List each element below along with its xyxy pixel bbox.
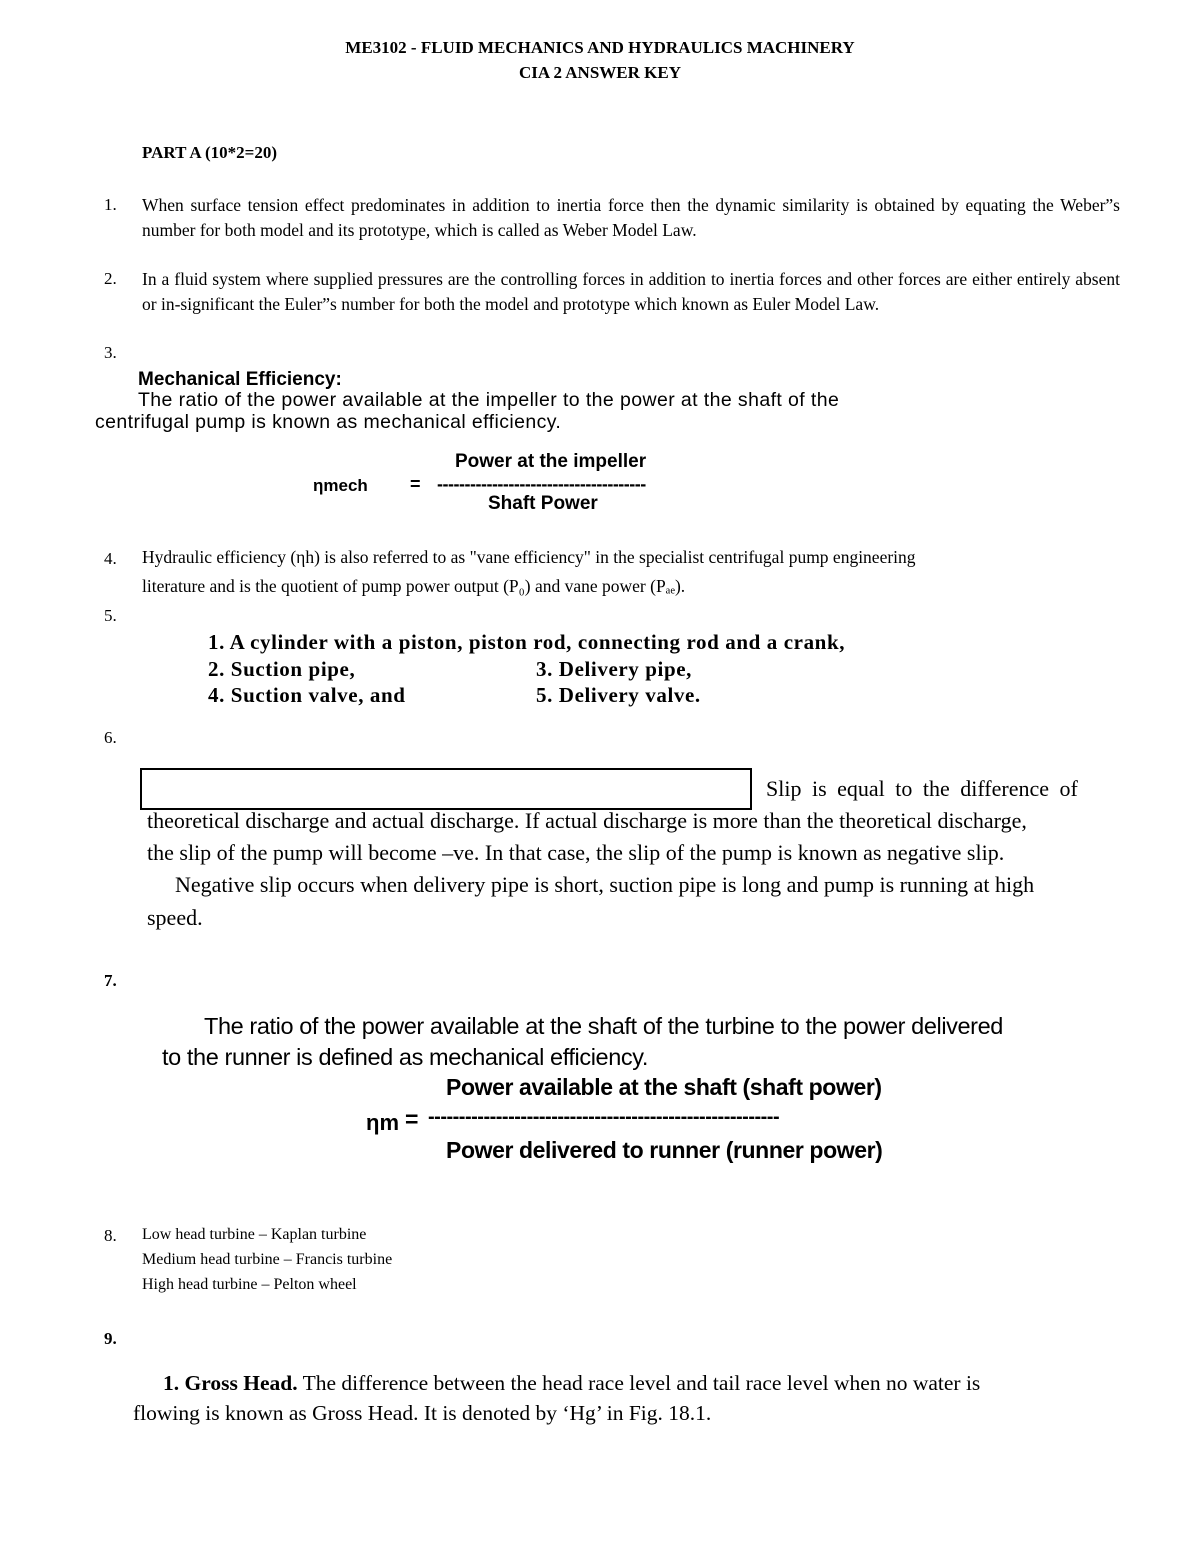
q3-numerator: Power at the impeller bbox=[455, 451, 647, 472]
q6-line2: theoretical discharge and actual discharge. If actual discharge is more than the theoretical discharge, bbox=[147, 808, 1027, 833]
q8-number: 8. bbox=[104, 1226, 117, 1245]
q5-item-5: 5. Delivery valve. bbox=[536, 683, 701, 707]
q3-heading: Mechanical Efficiency: bbox=[138, 369, 342, 390]
q2-number: 2. bbox=[104, 269, 117, 288]
blank-answer-box bbox=[140, 768, 752, 810]
q7-equals: = bbox=[405, 1106, 419, 1132]
q5-item-4: 4. Suction valve, and bbox=[208, 683, 406, 707]
q9-number: 9. bbox=[104, 1329, 117, 1348]
q9-line1 bbox=[163, 1371, 980, 1396]
q4-number: 4. bbox=[104, 549, 117, 568]
q3-denominator: Shaft Power bbox=[488, 493, 598, 514]
q9-line1-text: The difference between the head race level and tail race level when no water is bbox=[302, 1371, 981, 1395]
document-subtitle: CIA 2 ANSWER KEY bbox=[518, 63, 681, 82]
q7-line2: to the runner is defined as mechanical efficiency. bbox=[162, 1044, 648, 1070]
q7-line1: The ratio of the power available at the shaft of the turbine to the power delivered bbox=[204, 1013, 1003, 1039]
q5-item-3: 3. Delivery pipe, bbox=[536, 657, 693, 681]
q8-line-1: Low head turbine – Kaplan turbine bbox=[142, 1226, 367, 1243]
q5-item-2: 2. Suction pipe, bbox=[208, 657, 356, 681]
q3-line1: The ratio of the power available at the impeller to the power at the shaft of the bbox=[138, 389, 840, 411]
q4-line2: literature and is the quotient of pump power output (P₀) and vane power (Pₐₑ). bbox=[142, 576, 686, 596]
q7-number: 7. bbox=[104, 971, 117, 990]
q1-number: 1. bbox=[104, 195, 117, 214]
part-a-heading: PART A (10*2=20) bbox=[142, 143, 278, 162]
q9-term: 1. Gross Head. bbox=[163, 1371, 298, 1395]
q7-denominator: Power delivered to runner (runner power) bbox=[446, 1137, 883, 1163]
q8-line-2: Medium head turbine – Francis turbine bbox=[142, 1251, 393, 1268]
q3-line2: centrifugal pump is known as mechanical efficiency. bbox=[95, 411, 562, 433]
q3-eta-symbol: ηmech bbox=[313, 476, 368, 495]
q5-number: 5. bbox=[104, 606, 117, 625]
q2-answer: In a fluid system where supplied pressures are the controlling forces in addition to inertia forces and other forces are either entirely absent or in-significant the Euler”s number for both the model and prototype which known as Euler Model Law. bbox=[142, 269, 1120, 314]
q8-line-3: High head turbine – Pelton wheel bbox=[142, 1276, 357, 1293]
q6-line1: Slip is equal to the difference of bbox=[766, 776, 1078, 801]
q5-item-1: 1. A cylinder with a piston, piston rod, connecting rod and a crank, bbox=[208, 630, 846, 654]
q9-line2: flowing is known as Gross Head. It is denoted by ‘Hg’ in Fig. 18.1. bbox=[133, 1401, 712, 1425]
q6-line3: the slip of the pump will become –ve. In that case, the slip of the pump is known as negative slip. bbox=[147, 840, 1005, 865]
q6-line5: speed. bbox=[147, 905, 203, 930]
q7-fraction-bar: --------------------------------------------------------- bbox=[428, 1106, 780, 1128]
q7-numerator: Power available at the shaft (shaft power) bbox=[446, 1074, 882, 1100]
q3-number: 3. bbox=[104, 343, 117, 362]
q3-fraction-bar: -------------------------------------- bbox=[437, 474, 646, 494]
q6-line4: Negative slip occurs when delivery pipe is short, suction pipe is long and pump is running at high bbox=[175, 872, 1035, 897]
q1-answer: When surface tension effect predominates in addition to inertia force then the dynamic similarity is obtained by equating the Weber”s number for both model and its prototype, which is called as Weber Model Law. bbox=[142, 195, 1120, 240]
q3-equals: = bbox=[410, 474, 421, 494]
q4-line1: Hydraulic efficiency (ηh) is also referred to as "vane efficiency" in the specialist centrifugal pump engineering bbox=[142, 547, 916, 567]
q7-eta-symbol: ηm bbox=[366, 1110, 399, 1135]
q6-number: 6. bbox=[104, 728, 117, 747]
document-title: ME3102 - FLUID MECHANICS AND HYDRAULICS MACHINERY bbox=[345, 38, 855, 57]
